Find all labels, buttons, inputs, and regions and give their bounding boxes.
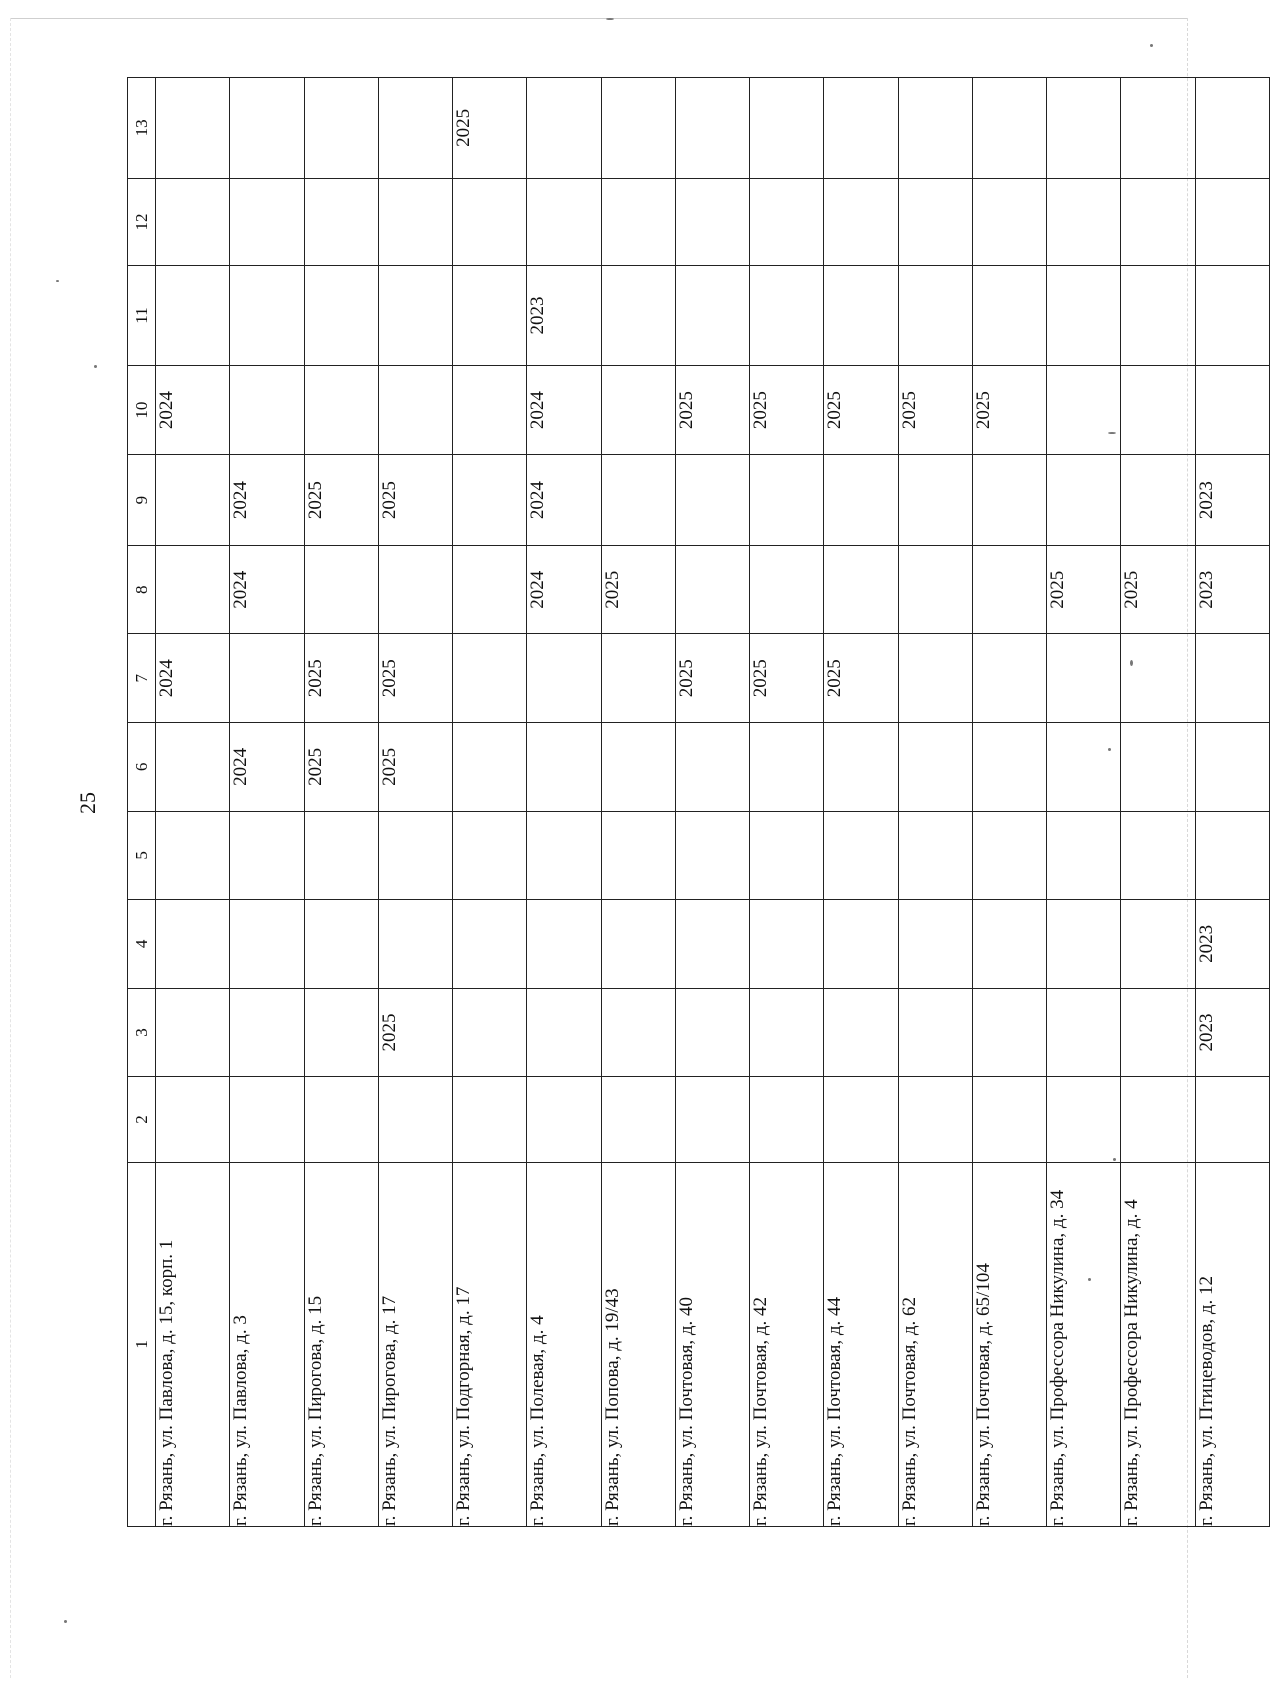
year-cell (972, 988, 1046, 1077)
year-cell: 2025 (824, 634, 898, 723)
year-cell (453, 365, 527, 455)
address-cell: г. Рязань, ул. Пирогова, д. 15 (304, 1162, 378, 1526)
year-cell (972, 266, 1046, 366)
year-cell (527, 723, 601, 812)
year-cell (1121, 1077, 1195, 1163)
address-cell: г. Рязань, ул. Почтовая, д. 40 (675, 1162, 749, 1526)
year-cell (156, 811, 230, 900)
year-cell: 2024 (527, 365, 601, 455)
year-cell: 2023 (1195, 988, 1269, 1077)
year-cell (527, 900, 601, 989)
address-cell: г. Рязань, ул. Павлова, д. 15, корп. 1 (156, 1162, 230, 1526)
scan-speck (94, 365, 97, 368)
year-cell (304, 900, 378, 989)
year-cell (453, 811, 527, 900)
year-cell (1195, 365, 1269, 455)
year-cell (824, 988, 898, 1077)
year-cell (230, 178, 304, 266)
column-header: 6 (128, 723, 156, 812)
scan-speck (56, 280, 59, 282)
year-cell (1195, 178, 1269, 266)
year-cell (1047, 723, 1121, 812)
year-cell (675, 723, 749, 812)
year-cell (453, 455, 527, 546)
year-cell: 2025 (378, 455, 452, 546)
scan-edge-top (10, 18, 1188, 19)
table-row (1121, 78, 1195, 1527)
year-cell (898, 266, 972, 366)
year-cell (527, 178, 601, 266)
table-row (972, 78, 1046, 1527)
year-cell (527, 811, 601, 900)
year-cell (824, 78, 898, 179)
year-cell (304, 266, 378, 366)
year-cell (601, 634, 675, 723)
year-cell (898, 723, 972, 812)
address-cell: г. Рязань, ул. Почтовая, д. 62 (898, 1162, 972, 1526)
year-cell (453, 178, 527, 266)
year-cell (750, 900, 824, 989)
year-cell (1121, 988, 1195, 1077)
year-cell (453, 900, 527, 989)
year-cell (1047, 178, 1121, 266)
schedule-table (127, 77, 1270, 1527)
year-cell (156, 178, 230, 266)
year-cell (972, 78, 1046, 179)
year-cell (1047, 634, 1121, 723)
year-cell (675, 545, 749, 634)
year-cell: 2025 (304, 723, 378, 812)
year-cell (1195, 78, 1269, 179)
year-cell (750, 1077, 824, 1163)
year-cell (1047, 900, 1121, 989)
year-cell (378, 266, 452, 366)
year-cell (1195, 634, 1269, 723)
year-cell: 2025 (824, 365, 898, 455)
year-cell (1121, 266, 1195, 366)
column-header: 9 (128, 455, 156, 546)
year-cell (1047, 78, 1121, 179)
year-cell (824, 1077, 898, 1163)
address-cell: г. Рязань, ул. Подгорная, д. 17 (453, 1162, 527, 1526)
year-cell (601, 1077, 675, 1163)
page-number: 25 (75, 792, 100, 814)
year-cell (675, 988, 749, 1077)
year-cell (601, 78, 675, 179)
year-cell (378, 365, 452, 455)
table-row (1195, 78, 1269, 1527)
address-cell: г. Рязань, ул. Почтовая, д. 65/104 (972, 1162, 1046, 1526)
year-cell (378, 78, 452, 179)
column-header: 2 (128, 1077, 156, 1163)
year-cell (601, 365, 675, 455)
year-cell: 2025 (972, 365, 1046, 455)
year-cell (230, 266, 304, 366)
year-cell: 2025 (453, 78, 527, 179)
year-cell (750, 266, 824, 366)
year-cell (898, 634, 972, 723)
year-cell: 2025 (378, 988, 452, 1077)
year-cell (304, 545, 378, 634)
table-row (675, 78, 749, 1527)
year-cell: 2025 (378, 634, 452, 723)
table-row (527, 78, 601, 1527)
year-cell (972, 545, 1046, 634)
year-cell: 2025 (1121, 545, 1195, 634)
year-cell (898, 1077, 972, 1163)
year-cell (1047, 365, 1121, 455)
column-header: 8 (128, 545, 156, 634)
year-cell: 2025 (898, 365, 972, 455)
year-cell (898, 178, 972, 266)
year-cell (601, 900, 675, 989)
year-cell (378, 1077, 452, 1163)
year-cell (601, 266, 675, 366)
year-cell (156, 1077, 230, 1163)
address-cell: г. Рязань, ул. Почтовая, д. 42 (750, 1162, 824, 1526)
year-cell (304, 365, 378, 455)
year-cell (156, 545, 230, 634)
year-cell (304, 811, 378, 900)
year-cell (304, 1077, 378, 1163)
year-cell (750, 545, 824, 634)
year-cell (898, 811, 972, 900)
year-cell (156, 900, 230, 989)
table-row (750, 78, 824, 1527)
year-cell (601, 988, 675, 1077)
year-cell (156, 988, 230, 1077)
scan-speck (64, 1620, 67, 1623)
year-cell (824, 266, 898, 366)
year-cell (824, 178, 898, 266)
address-cell: г. Рязань, ул. Птицеводов, д. 12 (1195, 1162, 1269, 1526)
year-cell (230, 900, 304, 989)
year-cell (898, 545, 972, 634)
year-cell (601, 811, 675, 900)
year-cell: 2024 (230, 455, 304, 546)
address-cell: г. Рязань, ул. Попова, д. 19/43 (601, 1162, 675, 1526)
year-cell (1047, 811, 1121, 900)
header-row (128, 78, 156, 1527)
year-cell (378, 545, 452, 634)
year-cell (230, 1077, 304, 1163)
table-row (230, 78, 304, 1527)
year-cell (750, 723, 824, 812)
year-cell (453, 545, 527, 634)
year-cell (898, 988, 972, 1077)
year-cell (230, 365, 304, 455)
year-cell (304, 78, 378, 179)
year-cell (453, 1077, 527, 1163)
scan-edge-left (10, 18, 11, 1678)
year-cell (1121, 365, 1195, 455)
column-header: 10 (128, 365, 156, 455)
year-cell (824, 455, 898, 546)
column-header: 12 (128, 178, 156, 266)
year-cell: 2024 (156, 365, 230, 455)
year-cell (1121, 78, 1195, 179)
year-cell (156, 266, 230, 366)
year-cell (1121, 455, 1195, 546)
year-cell (824, 545, 898, 634)
year-cell (601, 178, 675, 266)
year-cell (1047, 266, 1121, 366)
year-cell (675, 78, 749, 179)
year-cell (1195, 1077, 1269, 1163)
year-cell: 2023 (1195, 455, 1269, 546)
year-cell (1195, 811, 1269, 900)
table-row (601, 78, 675, 1527)
year-cell: 2025 (378, 723, 452, 812)
address-cell: г. Рязань, ул. Почтовая, д. 44 (824, 1162, 898, 1526)
year-cell (378, 811, 452, 900)
year-cell: 2024 (156, 634, 230, 723)
year-cell: 2023 (1195, 545, 1269, 634)
year-cell: 2025 (1047, 545, 1121, 634)
table-row (378, 78, 452, 1527)
year-cell (1121, 900, 1195, 989)
address-cell: г. Рязань, ул. Павлова, д. 3 (230, 1162, 304, 1526)
year-cell (824, 900, 898, 989)
year-cell: 2024 (527, 455, 601, 546)
year-cell (230, 811, 304, 900)
year-cell (156, 455, 230, 546)
year-cell (972, 455, 1046, 546)
year-cell (1121, 723, 1195, 812)
year-cell (675, 900, 749, 989)
table-row (1047, 78, 1121, 1527)
scan-speck (606, 18, 614, 20)
year-cell (675, 811, 749, 900)
column-header: 13 (128, 78, 156, 179)
table-row (304, 78, 378, 1527)
year-cell (675, 1077, 749, 1163)
year-cell (675, 455, 749, 546)
year-cell: 2023 (1195, 900, 1269, 989)
year-cell (898, 900, 972, 989)
year-cell (453, 266, 527, 366)
column-header: 4 (128, 900, 156, 989)
year-cell (898, 455, 972, 546)
year-cell (156, 78, 230, 179)
year-cell (453, 634, 527, 723)
year-cell (750, 988, 824, 1077)
table-row (898, 78, 972, 1527)
year-cell: 2025 (601, 545, 675, 634)
year-cell (304, 178, 378, 266)
year-cell (824, 811, 898, 900)
column-header: 5 (128, 811, 156, 900)
scan-speck (1150, 44, 1153, 47)
year-cell (1121, 811, 1195, 900)
year-cell (1195, 723, 1269, 812)
year-cell (972, 1077, 1046, 1163)
year-cell (378, 900, 452, 989)
year-cell: 2024 (527, 545, 601, 634)
year-cell: 2025 (750, 365, 824, 455)
year-cell (156, 723, 230, 812)
year-cell (378, 178, 452, 266)
year-cell: 2025 (304, 634, 378, 723)
year-cell (972, 723, 1046, 812)
address-cell: г. Рязань, ул. Профессора Никулина, д. 34 (1047, 1162, 1121, 1526)
year-cell (898, 78, 972, 179)
year-cell (453, 988, 527, 1077)
year-cell: 2024 (230, 545, 304, 634)
year-cell: 2025 (675, 634, 749, 723)
year-cell (750, 455, 824, 546)
column-header: 7 (128, 634, 156, 723)
year-cell: 2025 (304, 455, 378, 546)
year-cell (675, 178, 749, 266)
table-row (453, 78, 527, 1527)
year-cell (972, 811, 1046, 900)
year-cell (972, 178, 1046, 266)
year-cell: 2025 (675, 365, 749, 455)
address-cell: г. Рязань, ул. Профессора Никулина, д. 4 (1121, 1162, 1195, 1526)
year-cell (675, 266, 749, 366)
column-header: 3 (128, 988, 156, 1077)
year-cell (1047, 1077, 1121, 1163)
table-row (156, 78, 230, 1527)
schedule-table-rotated (127, 77, 1270, 1527)
year-cell: 2025 (750, 634, 824, 723)
address-cell: г. Рязань, ул. Полевая, д. 4 (527, 1162, 601, 1526)
year-cell (1047, 455, 1121, 546)
table-row (824, 78, 898, 1527)
year-cell (527, 988, 601, 1077)
year-cell (1047, 988, 1121, 1077)
year-cell (453, 723, 527, 812)
year-cell: 2024 (230, 723, 304, 812)
year-cell (230, 634, 304, 723)
year-cell (527, 78, 601, 179)
column-header: 1 (128, 1162, 156, 1526)
year-cell: 2023 (527, 266, 601, 366)
year-cell (1195, 266, 1269, 366)
year-cell (527, 634, 601, 723)
year-cell (972, 634, 1046, 723)
year-cell (601, 455, 675, 546)
year-cell (824, 723, 898, 812)
year-cell (601, 723, 675, 812)
year-cell (750, 811, 824, 900)
year-cell (1121, 178, 1195, 266)
year-cell (972, 900, 1046, 989)
year-cell (527, 1077, 601, 1163)
column-header: 11 (128, 266, 156, 366)
year-cell (230, 988, 304, 1077)
year-cell (230, 78, 304, 179)
address-cell: г. Рязань, ул. Пирогова, д. 17 (378, 1162, 452, 1526)
year-cell (750, 178, 824, 266)
year-cell (750, 78, 824, 179)
year-cell (1121, 634, 1195, 723)
year-cell (304, 988, 378, 1077)
